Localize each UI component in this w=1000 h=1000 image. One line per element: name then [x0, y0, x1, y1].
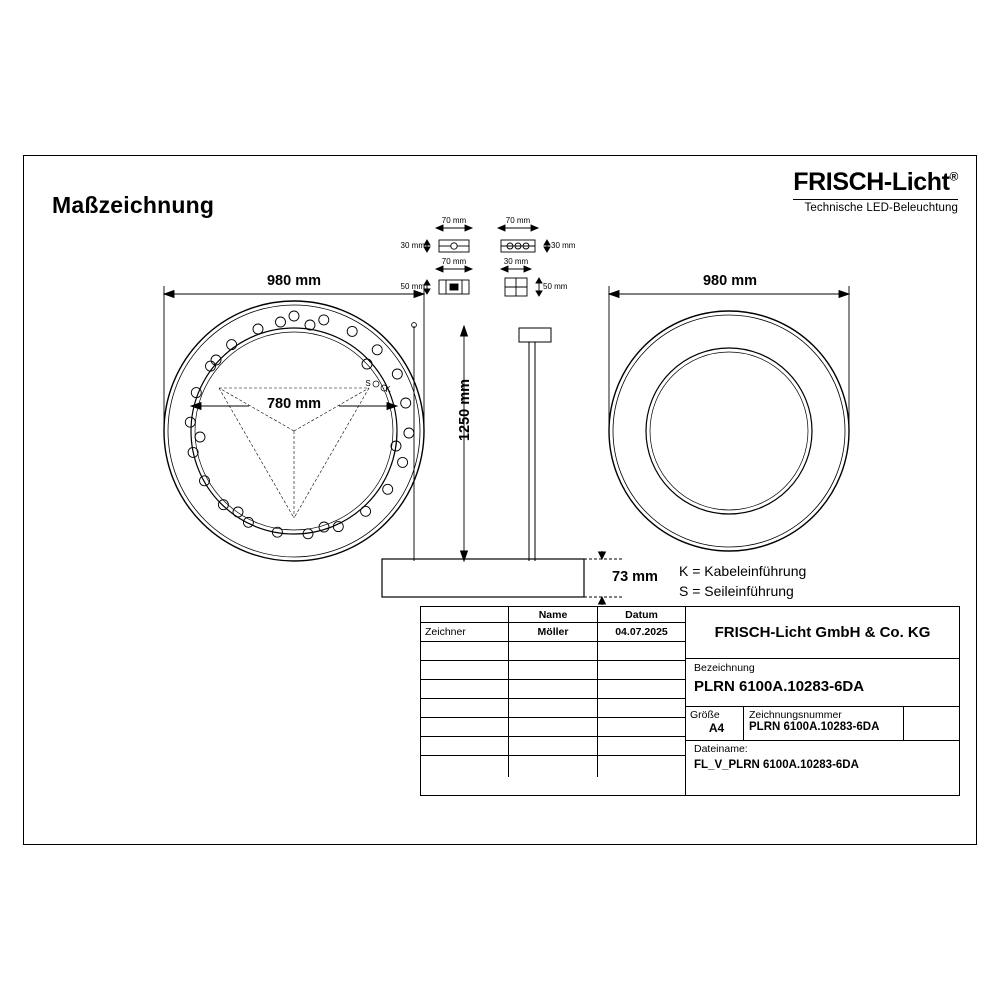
- title-block-revision-table: [421, 607, 686, 795]
- cell-date: [598, 661, 685, 679]
- brand-name-text: FRISCH-Licht: [793, 168, 950, 196]
- center-view-canopy: [519, 328, 551, 561]
- drawing-number-label: Zeichnungsnummer: [749, 709, 842, 721]
- cell-role: [421, 699, 509, 717]
- table-row: [421, 661, 685, 680]
- cell-role: Zeichner: [421, 623, 509, 641]
- detail-label-bottom-right-width: 30 mm: [503, 257, 529, 266]
- cell-name: [509, 756, 598, 777]
- designation-block: [686, 659, 959, 707]
- drawing-number-spacer: [904, 707, 959, 740]
- detail-top-right: [498, 225, 550, 252]
- size-block: [686, 707, 744, 740]
- legend-rope-entry: S = Seileinführung: [679, 583, 794, 600]
- size-value: A4: [708, 721, 725, 735]
- detail-bottom-left: [424, 266, 472, 294]
- legend-cable-entry: K = Kabeleinführung: [679, 563, 807, 579]
- header-cell-role: [421, 607, 509, 622]
- marker-s-label: S: [365, 379, 371, 388]
- detail-label-bottom-right-height: 50 mm: [543, 282, 568, 291]
- brand-tagline: Technische LED-Beleuchtung: [804, 202, 958, 214]
- detail-label-top-left-height: 30 mm: [400, 241, 425, 250]
- cell-name: [509, 680, 598, 698]
- cell-name: [509, 699, 598, 717]
- cell-date: [598, 756, 685, 777]
- table-row: [421, 756, 685, 777]
- detail-top-left: [424, 225, 472, 252]
- marker-k-label: K: [385, 385, 391, 394]
- drawing-number-value: PLRN 6100A.10283-6DA: [749, 721, 880, 733]
- cell-date: 04.07.2025: [615, 626, 668, 638]
- page-title: Maßzeichnung: [52, 192, 215, 218]
- right-view-ring: [609, 311, 849, 551]
- cell-date: [598, 718, 685, 736]
- detail-label-top-left-width: 70 mm: [441, 216, 467, 225]
- table-row: [421, 680, 685, 699]
- designation-label: Bezeichnung: [694, 662, 755, 674]
- detail-label-bottom-left-width: 70 mm: [441, 257, 467, 266]
- dimension-label-left-outer: 980 mm: [266, 273, 321, 289]
- center-view-suspension-wire: [412, 323, 417, 561]
- left-view-dimension-980: [164, 286, 424, 436]
- registered-icon: ®: [949, 169, 958, 184]
- cell-date: [598, 680, 685, 698]
- designation-value: PLRN 6100A.10283-6DA: [694, 678, 865, 695]
- dimension-label-right-outer: 980 mm: [702, 273, 757, 289]
- cell-date: [598, 699, 685, 717]
- header-cell-date: Datum: [625, 608, 658, 621]
- filename-label: Dateiname:: [694, 743, 748, 755]
- table-header-row: [421, 607, 685, 623]
- title-block-info: [686, 607, 959, 795]
- filename-block: [686, 741, 959, 795]
- cell-name: Möller: [509, 623, 598, 641]
- size-label: Größe: [690, 709, 720, 721]
- marker-s-icon: [373, 381, 379, 387]
- title-block: [420, 606, 960, 796]
- table-row: [421, 642, 685, 661]
- cell-role: [421, 661, 509, 679]
- center-view-body: [382, 559, 584, 597]
- table-row: [421, 699, 685, 718]
- cell-name: [509, 661, 598, 679]
- filename-value: FL_V_PLRN 6100A.10283-6DA: [694, 759, 859, 771]
- drawing-number-block: [744, 707, 904, 740]
- cell-name: [509, 737, 598, 755]
- left-view-mount-holes: [185, 311, 414, 539]
- cell-date: [598, 737, 685, 755]
- cell-date: [598, 642, 685, 660]
- cell-role: [421, 642, 509, 660]
- header-cell-name: Name: [509, 607, 598, 622]
- drawing-sheet: [23, 155, 977, 845]
- detail-bottom-right: [501, 266, 542, 296]
- dimension-label-73: 73 mm: [612, 569, 658, 585]
- right-view-dimension-980: [609, 286, 849, 436]
- legend: [679, 561, 806, 602]
- dimension-label-left-inner: 780 mm: [266, 396, 321, 412]
- dimension-label-1250: 1250 mm: [457, 378, 473, 442]
- cell-role: [421, 718, 509, 736]
- detail-label-top-right-width: 70 mm: [505, 216, 531, 225]
- table-row: [421, 623, 685, 642]
- detail-label-top-right-height: 30 mm: [551, 241, 576, 250]
- cell-name: [509, 642, 598, 660]
- cell-name: [509, 718, 598, 736]
- size-and-number-row: [686, 707, 959, 741]
- cell-role: [421, 756, 509, 777]
- table-row: [421, 737, 685, 756]
- cell-role: [421, 680, 509, 698]
- detail-label-bottom-left-height: 50 mm: [400, 282, 425, 291]
- company-name: FRISCH-Licht GmbH & Co. KG: [686, 607, 959, 659]
- table-row: [421, 718, 685, 737]
- cell-role: [421, 737, 509, 755]
